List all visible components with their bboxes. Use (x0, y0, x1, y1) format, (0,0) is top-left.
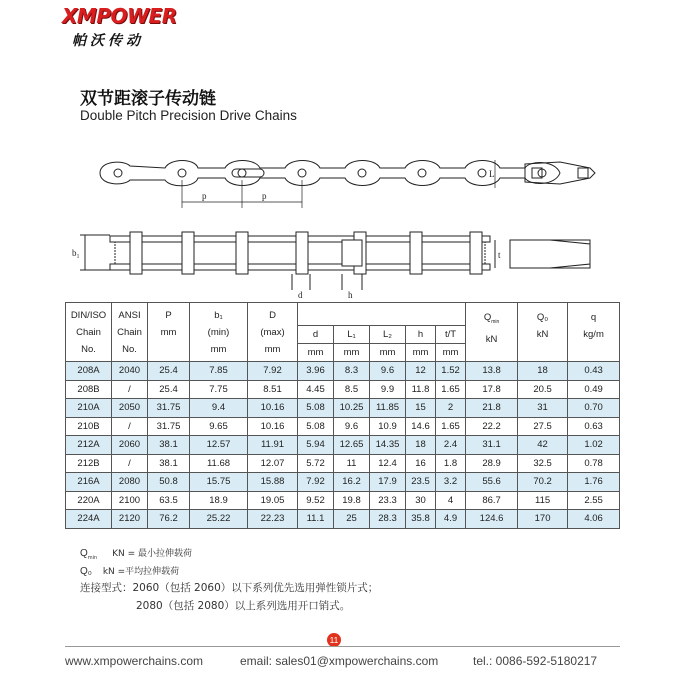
table-cell: 224A (66, 510, 112, 529)
table-cell: / (112, 380, 148, 399)
col-pitch: P mm (148, 303, 190, 362)
table-cell: 2060 (112, 436, 148, 455)
table-row (66, 473, 620, 492)
table-cell: 1.02 (568, 436, 620, 455)
table-cell: 11.91 (248, 436, 298, 455)
col-d-pin: d (298, 326, 334, 344)
table-cell: 10.16 (248, 417, 298, 436)
table-row (66, 380, 620, 399)
footer-divider (65, 646, 620, 647)
table-cell: 7.85 (190, 362, 248, 381)
table-cell: 23.3 (370, 491, 406, 510)
col-din: DIN/ISO Chain No. (66, 303, 112, 362)
col-qmin: $Q_{min}$ kN (466, 303, 518, 362)
unit-l1: mm (334, 344, 370, 362)
table-cell: 10.9 (370, 417, 406, 436)
table-cell: 19.8 (334, 491, 370, 510)
table-cell: 1.65 (436, 417, 466, 436)
table-cell: 212B (66, 454, 112, 473)
table-cell: 3.2 (436, 473, 466, 492)
table-cell: 30 (406, 491, 436, 510)
label-t: t (498, 250, 501, 260)
table-cell: 210A (66, 399, 112, 418)
table-cell: 22.23 (248, 510, 298, 529)
label-p2: p (262, 191, 267, 201)
table-cell: 9.6 (370, 362, 406, 381)
table-cell: 4.9 (436, 510, 466, 529)
table-cell: 5.72 (298, 454, 334, 473)
table-cell: 212A (66, 436, 112, 455)
table-row (66, 436, 620, 455)
note-line-2: 2080（包括 2080）以上系列选用开口销式。 (136, 600, 351, 612)
table-row (66, 362, 620, 381)
table-cell: 208A (66, 362, 112, 381)
chain-side-view (80, 232, 590, 290)
footer (65, 652, 625, 670)
table-cell: 5.08 (298, 399, 334, 418)
table-cell: 0.49 (568, 380, 620, 399)
table-cell: 9.4 (190, 399, 248, 418)
page-number-badge: 11 (327, 633, 341, 647)
table-cell: 11.68 (190, 454, 248, 473)
table-cell: 11.8 (406, 380, 436, 399)
table-cell: 9.9 (370, 380, 406, 399)
table-row (66, 510, 620, 529)
table-cell: 1.65 (436, 380, 466, 399)
table-cell: 9.6 (334, 417, 370, 436)
spec-table (65, 302, 620, 529)
table-row (66, 399, 620, 418)
table-cell: 10.16 (248, 399, 298, 418)
table-cell: 0.78 (568, 454, 620, 473)
table-cell: 16 (406, 454, 436, 473)
unit-d: mm (298, 344, 334, 362)
table-cell: 12.65 (334, 436, 370, 455)
table-cell: 208B (66, 380, 112, 399)
table-cell: 2100 (112, 491, 148, 510)
footer-tel: tel.: 0086-592-5180217 (473, 654, 598, 668)
table-cell: 31.75 (148, 399, 190, 418)
col-l2: L₂ (370, 326, 406, 344)
col-b1: b₁ (min) mm (190, 303, 248, 362)
table-cell: 14.6 (406, 417, 436, 436)
table-cell: 18 (406, 436, 436, 455)
table-cell: 31.1 (466, 436, 518, 455)
table-cell: 2120 (112, 510, 148, 529)
label-l: L (489, 169, 495, 179)
table-cell: 21.8 (466, 399, 518, 418)
table-row (66, 491, 620, 510)
footer-email: email: sales01@xmpowerchains.com (240, 654, 439, 668)
label-b1: b₁ (72, 248, 80, 258)
col-d-roller: D (max) mm (248, 303, 298, 362)
col-l1: L₁ (334, 326, 370, 344)
table-cell: 170 (518, 510, 568, 529)
page-title-en: Double Pitch Precision Drive Chains (80, 108, 297, 123)
chain-diagram (70, 140, 615, 300)
table-cell: 5.08 (298, 417, 334, 436)
brand-subtitle: 帕沃传动 (72, 33, 144, 49)
col-h: h (406, 326, 436, 344)
table-cell: 15 (406, 399, 436, 418)
table-cell: 22.2 (466, 417, 518, 436)
table-cell: 12 (406, 362, 436, 381)
table-cell: 2.4 (436, 436, 466, 455)
table-cell: 210B (66, 417, 112, 436)
table-cell: 8.51 (248, 380, 298, 399)
table-cell: 25.4 (148, 362, 190, 381)
table-cell: 25.22 (190, 510, 248, 529)
pitch-dimension (182, 160, 495, 208)
table-cell: 3.96 (298, 362, 334, 381)
table-cell: 23.5 (406, 473, 436, 492)
table-cell: 16.2 (334, 473, 370, 492)
table-cell: 13.8 (466, 362, 518, 381)
note-q0: Q₀ kN =平均拉伸载荷 (80, 566, 180, 577)
table-cell: 76.2 (148, 510, 190, 529)
table-cell: 2050 (112, 399, 148, 418)
table-cell: 42 (518, 436, 568, 455)
table-cell: 35.8 (406, 510, 436, 529)
table-cell: 50.8 (148, 473, 190, 492)
table-cell: 10.25 (334, 399, 370, 418)
table-cell: 2080 (112, 473, 148, 492)
table-cell: / (112, 417, 148, 436)
table-cell: 1.52 (436, 362, 466, 381)
table-cell: 4.06 (568, 510, 620, 529)
col-q0: Q₀ kN (518, 303, 568, 362)
label-h: h (348, 290, 353, 300)
table-cell: 7.92 (248, 362, 298, 381)
table-cell: 18 (518, 362, 568, 381)
table-cell: 11.85 (370, 399, 406, 418)
header-row (66, 303, 620, 326)
table-cell: 38.1 (148, 454, 190, 473)
table-cell: 86.7 (466, 491, 518, 510)
table-cell: 7.75 (190, 380, 248, 399)
table-row (66, 417, 620, 436)
table-cell: 15.75 (190, 473, 248, 492)
table-cell: 27.5 (518, 417, 568, 436)
table-cell: 9.52 (298, 491, 334, 510)
table-cell: 20.5 (518, 380, 568, 399)
col-weight: q kg/m (568, 303, 620, 362)
table-cell: 4.45 (298, 380, 334, 399)
table-cell: 1.76 (568, 473, 620, 492)
chain-top-view (100, 161, 595, 186)
table-row (66, 454, 620, 473)
table-cell: 12.4 (370, 454, 406, 473)
label-d: d (298, 290, 303, 300)
table-cell: 1.8 (436, 454, 466, 473)
table-cell: 31.75 (148, 417, 190, 436)
table-cell: 0.63 (568, 417, 620, 436)
footer-website: www.xmpowerchains.com (65, 654, 204, 668)
table-cell: 55.6 (466, 473, 518, 492)
table-cell: 5.94 (298, 436, 334, 455)
table-cell: 19.05 (248, 491, 298, 510)
table-cell: 124.6 (466, 510, 518, 529)
table-cell: 31 (518, 399, 568, 418)
table-cell: 9.65 (190, 417, 248, 436)
table-cell: 0.43 (568, 362, 620, 381)
page-title-cn: 双节距滚子传动链 (80, 89, 216, 109)
table-cell: 7.92 (298, 473, 334, 492)
table-cell: 2.55 (568, 491, 620, 510)
table-cell: 8.3 (334, 362, 370, 381)
note-line-1: 连接型式：2060（包括 2060）以下系列优先选用弹性锁片式； (80, 582, 379, 594)
table-cell: 70.2 (518, 473, 568, 492)
table-cell: 28.9 (466, 454, 518, 473)
table-cell: 220A (66, 491, 112, 510)
table-cell: 115 (518, 491, 568, 510)
table-cell: 15.88 (248, 473, 298, 492)
table-cell: 32.5 (518, 454, 568, 473)
table-cell: 2040 (112, 362, 148, 381)
table-cell: 4 (436, 491, 466, 510)
col-tT: t/T (436, 326, 466, 344)
col-ansi: ANSI Chain No. (112, 303, 148, 362)
table-cell: 25 (334, 510, 370, 529)
table-cell: 11 (334, 454, 370, 473)
table-cell: 8.5 (334, 380, 370, 399)
table-cell: 0.70 (568, 399, 620, 418)
table-cell: 28.3 (370, 510, 406, 529)
table-cell: 17.8 (466, 380, 518, 399)
table-cell: 2 (436, 399, 466, 418)
table-body (66, 362, 620, 529)
table-cell: 11.1 (298, 510, 334, 529)
table-cell: 12.57 (190, 436, 248, 455)
table-cell: 38.1 (148, 436, 190, 455)
table-cell: 12.07 (248, 454, 298, 473)
table-cell: 14.35 (370, 436, 406, 455)
table-cell: 216A (66, 473, 112, 492)
unit-h: mm (406, 344, 436, 362)
label-p1: p (202, 191, 207, 201)
unit-l2: mm (370, 344, 406, 362)
unit-tT: mm (436, 344, 466, 362)
table-cell: 63.5 (148, 491, 190, 510)
brand-name: XMPOWER (62, 4, 177, 28)
note-qmin: $Q_{min}$ KN = 最小拉伸载荷 (80, 548, 192, 561)
brand-logo (62, 4, 186, 50)
table-cell: / (112, 454, 148, 473)
sub-header-blank (298, 303, 466, 326)
table-cell: 25.4 (148, 380, 190, 399)
table-cell: 17.9 (370, 473, 406, 492)
table-cell: 18.9 (190, 491, 248, 510)
